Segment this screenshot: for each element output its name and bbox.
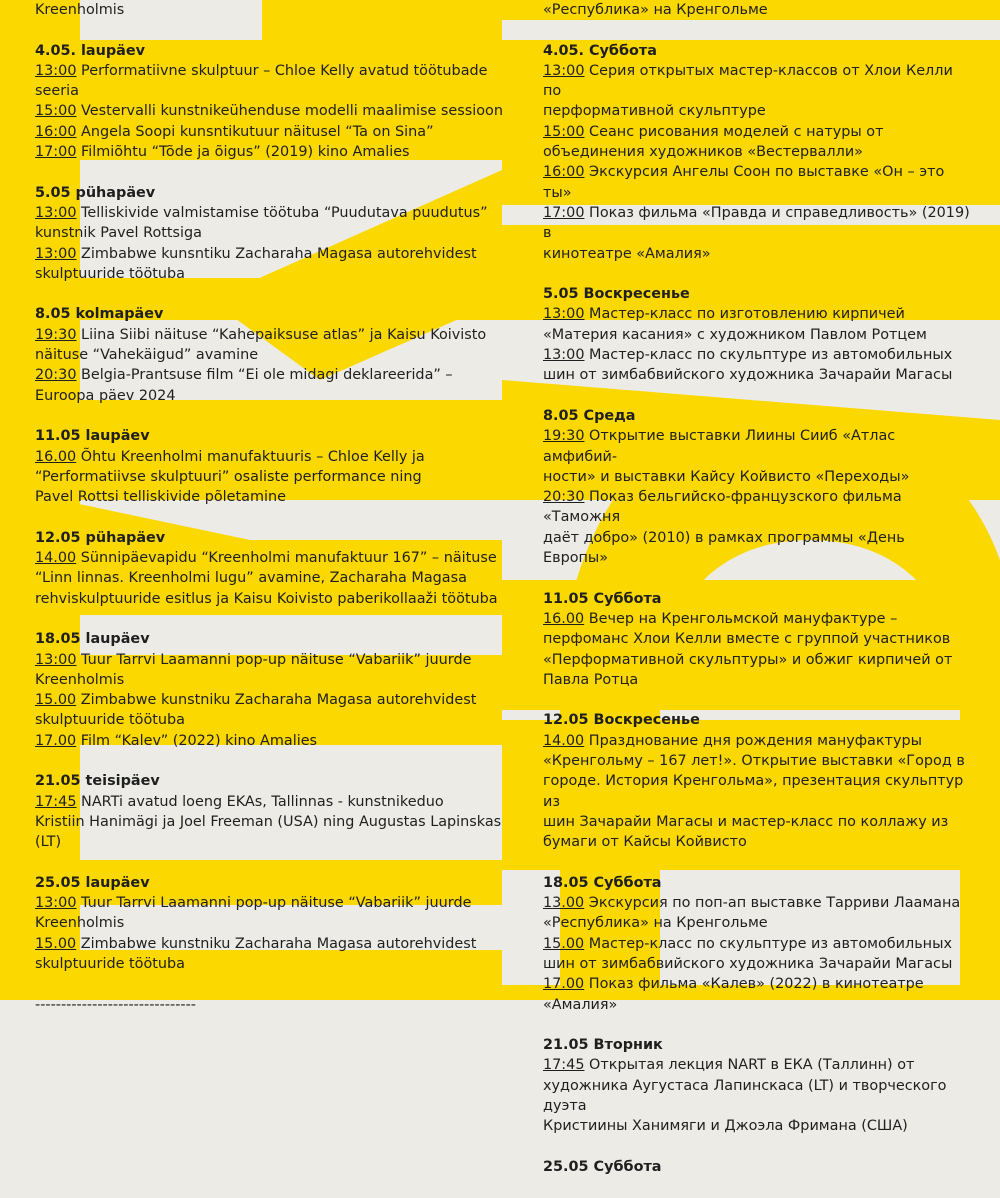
event-line <box>35 325 505 345</box>
event-line <box>543 934 973 954</box>
event-line <box>543 1055 973 1075</box>
event-text: Показ фильма «Правда и справедливость» (2019) в <box>543 204 970 242</box>
event-text-continued: Павла Ротца <box>543 671 639 688</box>
event-text-continued: Kristiin Hanimägi ja Joel Freeman (USA) ning Augustas Lapinskas <box>35 813 502 830</box>
event-time: 13:00 <box>35 245 77 262</box>
day-block <box>35 528 505 609</box>
event-time: 14.00 <box>543 732 585 749</box>
event-line <box>35 690 505 710</box>
event-text: Filmiõhtu “Tõde ja õigus” (2019) kino Amalies <box>76 144 410 161</box>
day-heading: 25.05 laupäev <box>35 874 150 891</box>
event-text: NARTi avatud loeng EKAs, Tallinnas - kunstnikeduo <box>76 793 444 810</box>
event-text-continued: бумаги от Кайсы Койвисто <box>543 834 747 851</box>
day-heading: 11.05 Суббота <box>543 590 662 607</box>
event-time: 17:00 <box>35 144 77 161</box>
event-text: Серия открытых мастер-классов от Хлои Келли по <box>543 62 953 100</box>
day-heading: 21.05 teisipäev <box>35 773 160 790</box>
event-text-continued: kunstnik Pavel Rottsiga <box>35 225 202 242</box>
day-heading: 12.05 Воскресенье <box>543 712 700 729</box>
event-line <box>543 122 973 142</box>
day-heading: 8.05 kolmapäev <box>35 306 164 323</box>
event-time: 15.00 <box>35 692 77 709</box>
event-text-continued: skulptuuride töötuba <box>35 955 185 972</box>
event-time: 13.00 <box>543 895 585 912</box>
event-text-continued: skulptuuride töötuba <box>35 712 185 729</box>
event-text: Sünnipäevapidu “Kreenholmi manufaktuur 167” – näituse <box>76 550 497 567</box>
event-line <box>35 244 505 264</box>
day-block <box>543 406 973 568</box>
event-text: Õhtu Kreenholmi manufaktuuris – Chloe Kelly ja <box>76 448 425 465</box>
event-text: Открытие выставки Лиины Сииб «Атлас амфибий- <box>543 428 896 465</box>
event-text-continued: Euroopa päev 2024 <box>35 387 176 404</box>
day-heading: 21.05 Вторник <box>543 1037 663 1054</box>
event-text-continued: объединения художников «Вестервалли» <box>543 144 863 161</box>
event-text: Vestervalli kunstnikeühenduse modelli maalimise sessioon <box>76 103 503 120</box>
event-text-continued: “Linn linnas. Kreenholmi lugu” avamine, Zacharaha Magasa <box>35 570 467 587</box>
event-time: 15.00 <box>35 935 77 952</box>
day-block <box>35 426 505 507</box>
event-line <box>35 792 505 812</box>
event-text-continued: шин от зимбабвийского художника Зачарайи Магасы <box>543 367 953 384</box>
event-text-continued: «Перформативной скульптуры» и обжиг кирпичей от <box>543 651 953 668</box>
day-block <box>543 1035 973 1136</box>
event-time: 13:00 <box>543 306 585 323</box>
event-text-continued: перфоманс Хлои Келли вместе с группой участников <box>543 631 951 648</box>
event-line <box>543 345 973 365</box>
event-text: Zimbabwe kunstniku Zacharaha Magasa autorehvidest <box>76 935 477 952</box>
event-text-continued: ности» и выставки Кайсу Койвисто «Переходы» <box>543 468 910 485</box>
event-text: Angela Soopi kunsntikutuur näitusel “Ta on Sina” <box>76 123 434 140</box>
event-time: 20:30 <box>543 489 585 506</box>
event-line <box>35 142 505 162</box>
day-heading: 12.05 pühapäev <box>35 529 166 546</box>
event-line <box>35 447 505 467</box>
event-text-continued: näituse “Vahekäigud” avamine <box>35 347 259 364</box>
event-text-continued: seeria <box>35 83 79 100</box>
event-time: 17.00 <box>35 732 77 749</box>
event-time: 19:30 <box>35 326 77 343</box>
event-text: Экскурсия по поп-ап выставке Тарриви Лаамана <box>584 895 961 912</box>
event-text-continued: «Амалия» <box>543 996 618 1013</box>
event-time: 13:00 <box>35 895 77 912</box>
event-text-continued: «Кренгольму – 167 лет!». Открытие выставки «Город в <box>543 752 965 769</box>
russian-schedule <box>543 0 973 1198</box>
day-block <box>543 589 973 690</box>
event-text: Показ бельгийско-французского фильма «Таможня <box>543 489 902 526</box>
day-heading: 4.05. laupäev <box>35 42 146 59</box>
day-block <box>543 41 973 264</box>
top-line: Kreenholmis <box>35 2 125 18</box>
day-block <box>35 183 505 284</box>
estonian-schedule <box>35 0 505 1015</box>
event-time: 15:00 <box>543 123 585 140</box>
day-block <box>35 771 505 852</box>
event-text-continued: Kreenholmis <box>35 915 125 932</box>
event-text-continued: skulptuuride töötuba <box>35 265 185 282</box>
event-time: 20:30 <box>35 367 77 384</box>
day-block <box>543 284 973 385</box>
separator-line: ------------------------------- <box>35 996 196 1013</box>
event-line <box>543 162 973 203</box>
event-line <box>35 731 505 751</box>
event-text: Zimbabwe kunsntiku Zacharaha Magasa autorehvidest <box>76 245 477 262</box>
event-text-continued: кинотеатре «Амалия» <box>543 245 711 262</box>
event-text-continued: даёт добро» (2010) в рамках программы «День Европы» <box>543 529 905 567</box>
event-text-continued: перформативной скульптуре <box>543 103 766 120</box>
event-time: 13:00 <box>543 62 585 79</box>
event-text-continued: “Performatiivse skulptuuri” osaliste performance ning <box>35 468 422 485</box>
event-time: 17:00 <box>543 204 585 221</box>
day-block <box>35 873 505 974</box>
event-text-continued: художника Аугустаса Лапинскаса (LT) и творческого дуэта <box>543 1077 947 1115</box>
event-text: Мастер-класс по скульптуре из автомобильных <box>584 347 953 364</box>
event-time: 17.00 <box>543 976 585 993</box>
event-time: 13:00 <box>543 347 585 364</box>
event-text: Открытая лекция NART в ЕКА (Таллинн) от <box>584 1057 915 1074</box>
top-line: «Республика» на Кренгольме <box>543 2 768 18</box>
event-line <box>35 365 505 385</box>
event-line <box>543 893 973 913</box>
day-heading: 5.05 Воскресенье <box>543 286 690 303</box>
day-block <box>35 304 505 405</box>
event-time: 15:00 <box>35 103 77 120</box>
event-time: 14.00 <box>35 550 77 567</box>
event-text: Film “Kalev” (2022) kino Amalies <box>76 732 318 749</box>
event-text-continued: шин от зимбабвийского художника Зачарайи Магасы <box>543 955 953 972</box>
event-time: 16:00 <box>35 123 77 140</box>
day-block <box>543 873 973 1015</box>
day-block <box>543 1157 973 1177</box>
day-block <box>35 41 505 163</box>
event-text-continued: «Республика» на Кренгольме <box>543 915 768 932</box>
event-line <box>35 650 505 670</box>
event-time: 13:00 <box>35 62 77 79</box>
event-line <box>543 731 973 751</box>
event-time: 16:00 <box>543 164 585 181</box>
event-text: Telliskivide valmistamise töötuba “Puudutava puudutus” <box>76 204 488 221</box>
day-heading: 18.05 laupäev <box>35 631 150 648</box>
event-text: Мастер-класс по изготовлению кирпичей <box>584 306 905 323</box>
event-line <box>543 426 973 467</box>
event-text: Liina Siibi näituse “Kahepaiksuse atlas” ja Kaisu Koivisto <box>76 326 487 343</box>
event-line <box>543 974 973 994</box>
event-line <box>35 61 505 81</box>
event-line <box>543 203 973 244</box>
event-time: 13:00 <box>35 204 77 221</box>
event-time: 16.00 <box>35 448 77 465</box>
event-line <box>543 304 973 324</box>
event-time: 19:30 <box>543 428 585 445</box>
event-text-continued: Кристиины Ханимяги и Джоэла Фримана (США) <box>543 1118 908 1135</box>
event-text: Belgia-Prantsuse film “Ei ole midagi deklareerida” – <box>76 367 453 384</box>
event-time: 13:00 <box>35 651 77 668</box>
event-time: 17:45 <box>543 1057 585 1074</box>
event-text: Экскурсия Ангелы Соон по выставке «Он – это ты» <box>543 164 945 201</box>
day-block <box>543 710 973 852</box>
day-block <box>35 629 505 751</box>
event-text-continued: городе. История Кренгольма», презентация скульптур из <box>543 773 964 810</box>
event-line <box>543 487 973 528</box>
event-text-continued: шин Зачарайи Магасы и мастер-класс по коллажу из <box>543 813 949 830</box>
event-time: 16.00 <box>543 610 585 627</box>
day-heading: 4.05. Суббота <box>543 42 657 59</box>
event-line <box>543 61 973 102</box>
event-text-continued: «Материя касания» с художником Павлом Ротцем <box>543 326 927 343</box>
event-line <box>35 548 505 568</box>
event-text: Tuur Tarrvi Laamanni pop-up näituse “Vabariik” juurde <box>76 651 472 668</box>
event-text-continued: Pavel Rottsi telliskivide põletamine <box>35 489 286 506</box>
event-text: Празднование дня рождения мануфактуры <box>584 732 922 749</box>
event-line <box>35 893 505 913</box>
event-text: Вечер на Кренгольмской мануфактуре – <box>584 610 898 627</box>
event-text-continued: rehviskulptuuride esitlus ja Kaisu Koivisto paberikollaaži töötuba <box>35 590 498 607</box>
event-line <box>35 122 505 142</box>
event-text: Сеанс рисования моделей с натуры от <box>584 123 884 140</box>
event-text: Performatiivne skulptuur – Chloe Kelly avatud töötubade <box>76 62 488 79</box>
event-line <box>35 934 505 954</box>
event-text: Tuur Tarrvi Laamanni pop-up näituse “Vabariik” juurde <box>76 895 472 912</box>
event-text-continued: Kreenholmis <box>35 671 125 688</box>
event-text: Мастер-класс по скульптуре из автомобильных <box>584 935 952 952</box>
day-heading: 18.05 Суббота <box>543 874 662 891</box>
event-time: 15.00 <box>543 935 585 952</box>
event-line <box>35 101 505 121</box>
day-heading: 11.05 laupäev <box>35 428 150 445</box>
event-text: Показ фильма «Калев» (2022) в кинотеатре <box>584 976 924 993</box>
day-heading: 5.05 pühapäev <box>35 184 156 201</box>
event-text: Zimbabwe kunstniku Zacharaha Magasa autorehvidest <box>76 692 477 709</box>
event-time: 17:45 <box>35 793 77 810</box>
event-line <box>543 609 973 629</box>
day-heading: 8.05 Среда <box>543 407 636 424</box>
event-line <box>35 203 505 223</box>
event-text-continued: (LT) <box>35 834 62 851</box>
day-heading: 25.05 Суббота <box>543 1158 662 1175</box>
